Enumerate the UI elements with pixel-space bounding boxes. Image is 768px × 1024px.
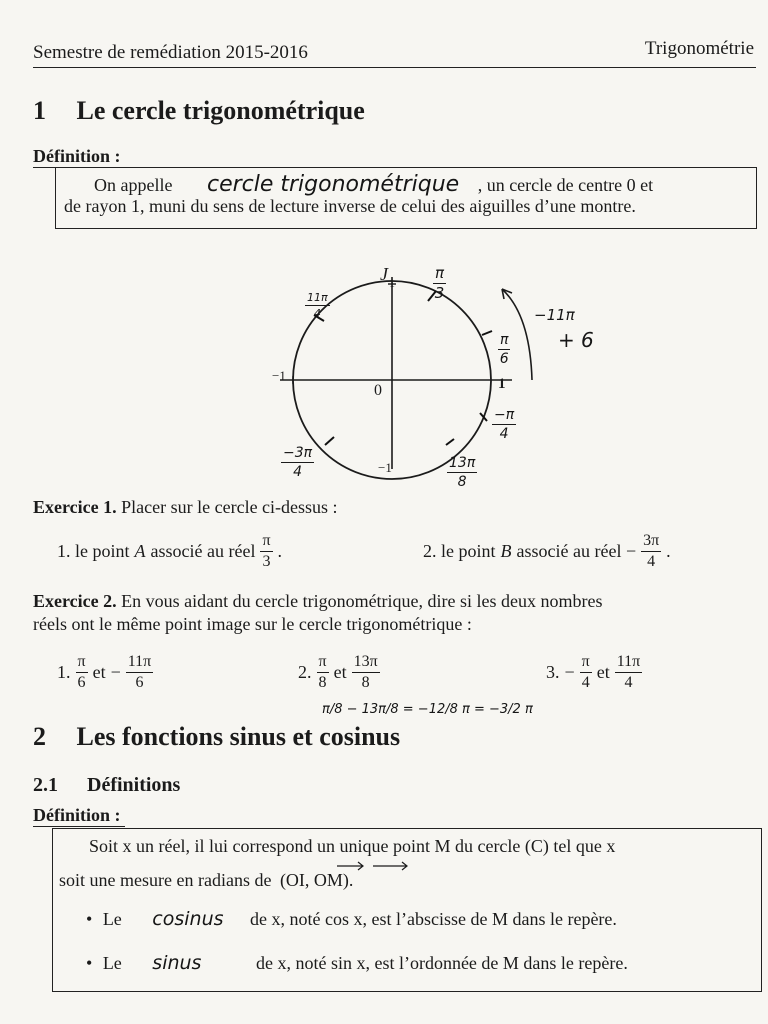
- ex2-item3-a: [580, 654, 592, 691]
- def1-line2: de rayon 1, muni du sens de lecture inverse de celui des aiguilles d’une montre.: [64, 196, 636, 216]
- ex2-item2-a-den: 8: [318, 674, 327, 691]
- ex1-item1-end: .: [277, 541, 283, 561]
- definition-label-1: Définition :: [33, 146, 125, 168]
- annot-11pi4-num: 11π: [307, 291, 328, 304]
- ex2-item3-b-den: 4: [624, 674, 633, 691]
- ex2-item1-a-den: 6: [77, 674, 86, 691]
- bullet1-dot: •: [86, 909, 93, 929]
- def2-line2-math: (OI, OM).: [279, 870, 354, 890]
- ex1-item1-pre: 1. le point: [57, 541, 130, 561]
- ex2-item1-b: [126, 654, 153, 691]
- ex2-item3-a-num: π: [580, 654, 592, 673]
- subsection-title: Définitions: [87, 774, 181, 796]
- header-right: Trigonométrie: [644, 38, 754, 59]
- annot-m3pi4-num: −3π: [283, 445, 313, 461]
- section1-heading: [33, 96, 365, 126]
- def2-line2-pre: soit une mesure en radians de: [59, 870, 272, 890]
- header-left: Semestre de remédiation 2015-2016: [33, 42, 308, 63]
- subsection-heading: [33, 774, 180, 797]
- annot-13pi8: [447, 456, 477, 489]
- bullet2-hand: sinus: [152, 952, 202, 974]
- ex2-item3-and: et: [596, 662, 610, 682]
- def2-bullet1: [86, 908, 617, 930]
- annot-m11pi6-num: −11π: [534, 306, 575, 324]
- annot-pi6: [498, 333, 510, 366]
- ex1-text: Placer sur le cercle ci-dessus :: [121, 497, 338, 517]
- ex1-item1-mid: associé au réel: [150, 541, 256, 561]
- ex1-item2-pre: 2. le point: [423, 541, 496, 561]
- subsection-number: 2.1: [33, 774, 58, 796]
- bullet1-hand: cosinus: [152, 908, 224, 930]
- mark-m3pi4: [325, 437, 334, 445]
- ex1-item2-end: .: [666, 541, 671, 561]
- ex2-item2-n: 2.: [298, 662, 312, 682]
- ex2-item1-b-num: 11π: [126, 654, 153, 673]
- ex1-item2: [423, 533, 671, 570]
- label-1-top: 1: [389, 276, 395, 290]
- annot-13pi8-num: 13π: [449, 455, 476, 471]
- annot-m11pi6: [534, 306, 575, 324]
- ex2-item2: [298, 654, 380, 691]
- ex1-item1-den: 3: [262, 553, 271, 570]
- ex2-item1-b-den: 6: [135, 674, 144, 691]
- bullet1-pre: Le: [102, 909, 122, 929]
- ex1-item1-num: π: [260, 533, 272, 552]
- ex1-label: Exercice 1.: [33, 497, 117, 517]
- annot-mpi4-num: −π: [494, 407, 515, 423]
- annot-m11pi6-plus: +: [558, 328, 575, 352]
- ex2-item1-a-num: π: [76, 654, 88, 673]
- ex2-item3-n: 3.: [546, 662, 560, 682]
- ex2-item1-b-sign: −: [110, 662, 121, 682]
- ex2-item1-a: [76, 654, 88, 691]
- annot-mpi4-den: 4: [499, 426, 509, 442]
- annot-m3pi4: [281, 446, 314, 479]
- annot-11pi4-den: 4: [313, 307, 321, 320]
- ex1-item2-num: 3π: [641, 533, 661, 552]
- ex2-item2-b-num: 13π: [352, 654, 380, 673]
- vector-arrows: [325, 858, 415, 872]
- def1-handwritten: cercle trigonométrique: [206, 172, 460, 197]
- annot-mpi4: [492, 408, 516, 441]
- annot-pi3: [433, 266, 446, 301]
- annot-11pi4: [305, 292, 330, 319]
- ex2-item3-a-sign: −: [564, 662, 575, 682]
- bullet1-post: de x, noté cos x, est l’abscisse de M dans le repère.: [250, 909, 617, 929]
- def2-line2: [59, 870, 353, 891]
- ex2-heading: [33, 591, 603, 612]
- annot-pi6-num: π: [500, 332, 509, 348]
- annot-m3pi4-den: 4: [293, 464, 302, 480]
- ex2-item3-a-den: 4: [581, 674, 590, 691]
- label-m1-left: −1: [272, 368, 286, 383]
- mark-pi6: [482, 331, 492, 335]
- definition-label-2: Définition :: [33, 805, 125, 827]
- ex1-item2-mid: associé au réel −: [516, 541, 637, 561]
- label-origin: 0: [374, 382, 382, 399]
- section1-number: 1: [33, 96, 46, 125]
- label-J: J: [380, 264, 388, 284]
- ex2-item2-a: [317, 654, 329, 691]
- annot-13pi8-den: 8: [457, 474, 467, 490]
- bullet2-post: de x, noté sin x, est l’ordonnée de M dans le repère.: [255, 953, 628, 973]
- ex2-item3-b: [615, 654, 642, 691]
- annot-pi3-den: 3: [434, 284, 445, 302]
- def2-line1: Soit x un réel, il lui correspond un unique point M du cercle (C) tel que x: [89, 836, 616, 856]
- ex2-item2-a-num: π: [317, 654, 329, 673]
- label-1-right: 1: [498, 376, 506, 392]
- ex2-text2: réels ont le même point image sur le cercle trigonométrique :: [33, 614, 472, 634]
- def1-line1: [94, 172, 653, 197]
- ex2-item2-b: [352, 654, 380, 691]
- section2-heading: [33, 722, 400, 752]
- ex2-item1-n: 1.: [57, 662, 71, 682]
- ex2-item2-b-den: 8: [361, 674, 370, 691]
- header-rule: [33, 67, 756, 68]
- bullet2-dot: •: [86, 953, 93, 973]
- ex2-item1-and: et: [92, 662, 106, 682]
- annot-pi3-num: π: [435, 264, 445, 282]
- ex1-item2-var: B: [500, 541, 512, 561]
- ex2-item1: [57, 654, 153, 691]
- ex2-label: Exercice 2.: [33, 591, 117, 611]
- mark-13pi8: [446, 439, 454, 445]
- section1-title: Le cercle trigonométrique: [76, 96, 365, 125]
- annot-m11pi6-den: 6: [581, 328, 594, 352]
- def1-post: , un cercle de centre 0 et: [477, 175, 654, 195]
- ex1-item1-var: A: [134, 541, 146, 561]
- def1-pre: On appelle: [94, 175, 173, 195]
- ex2-item3-b-num: 11π: [615, 654, 642, 673]
- ex1-item1-frac: [260, 533, 272, 570]
- ex2-text1: En vous aidant du cercle trigonométrique, dire si les deux nombres: [121, 591, 603, 611]
- ex1-heading: [33, 497, 338, 518]
- ex1-item2-den: 4: [647, 553, 656, 570]
- ex2-handwritten-calc: π/8 − 13π/8 = −12/8 π = −3/2 π: [322, 702, 533, 717]
- ex2-item2-and: et: [333, 662, 347, 682]
- def2-bullet2: [86, 952, 628, 974]
- ex1-item1: [57, 533, 282, 570]
- ex1-item2-frac: [641, 533, 661, 570]
- annot-pi6-den: 6: [499, 351, 509, 367]
- bullet2-pre: Le: [102, 953, 122, 973]
- section2-title: Les fonctions sinus et cosinus: [76, 722, 401, 751]
- label-m1-bottom: −1: [378, 460, 392, 475]
- ex2-item3: [546, 654, 642, 691]
- section2-number: 2: [33, 722, 46, 751]
